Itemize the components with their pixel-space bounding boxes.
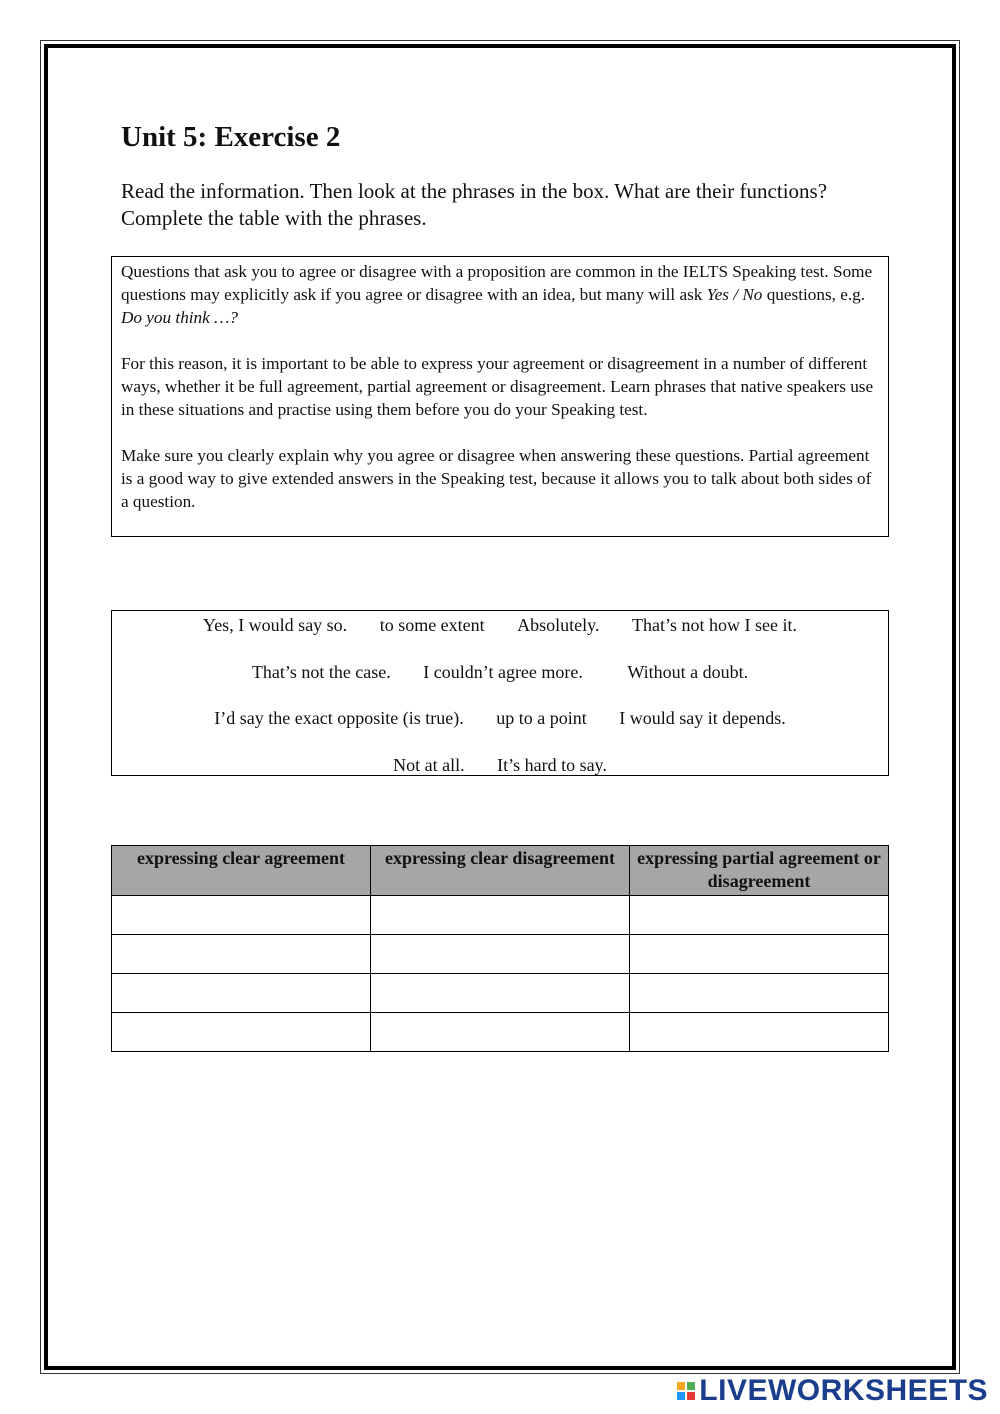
answer-cell[interactable]: [112, 1013, 371, 1052]
answer-cell[interactable]: [371, 896, 630, 935]
answer-table: [111, 845, 889, 1052]
phrase: That’s not the case.: [251, 661, 391, 682]
phrase: I would say it depends.: [619, 708, 786, 728]
phrase: up to a point: [496, 708, 587, 728]
table-row: [112, 896, 889, 935]
phrase: Without a doubt.: [627, 661, 749, 682]
info-paragraph-1: Questions that ask you to agree or disagree with a proposition are common in the IELTS Speaking test. Some questions may explicitly ask if you agree or disagree with an idea, but many will ask Yes / No questions, e.g. Do you think …?: [121, 262, 873, 327]
phrase-row: [112, 612, 888, 659]
answer-cell[interactable]: [371, 974, 630, 1013]
phrase: Yes, I would say so.: [203, 615, 348, 635]
answer-cell[interactable]: [630, 896, 889, 935]
logo-icon: [677, 1382, 695, 1400]
table-row: [112, 974, 889, 1013]
phrase-row: [112, 659, 888, 706]
phrase-row: [112, 752, 888, 799]
brand-name: LIVEWORKSHEETS: [699, 1374, 988, 1407]
answer-cell[interactable]: [371, 935, 630, 974]
header-clear-disagreement: expressing clear disagreement: [371, 846, 630, 896]
table-header-row: [112, 846, 889, 896]
answer-cell[interactable]: [371, 1013, 630, 1052]
table-row: [112, 1013, 889, 1052]
phrase: to some extent: [379, 615, 485, 635]
info-box: [111, 256, 889, 537]
info-paragraph-3: Make sure you clearly explain why you agree or disagree when answering these questions. Partial agreement is a good way to give extended answers in the Speaking test, because it allows you to talk about both sides of a question.: [121, 446, 872, 511]
header-partial: expressing partial agreement or disagreement: [630, 846, 889, 896]
liveworksheets-logo: [677, 1374, 988, 1408]
answer-cell[interactable]: [112, 974, 371, 1013]
phrase-row: [112, 705, 888, 752]
phrase: I’d say the exact opposite (is true).: [214, 708, 464, 728]
phrase: I couldn’t agree more.: [423, 661, 583, 682]
phrase: It’s hard to say.: [497, 754, 607, 775]
answer-cell[interactable]: [630, 974, 889, 1013]
answer-cell[interactable]: [630, 935, 889, 974]
answer-cell[interactable]: [112, 896, 371, 935]
table-row: [112, 935, 889, 974]
phrase-box: [111, 610, 889, 776]
page-title: Unit 5: Exercise 2: [121, 121, 341, 153]
phrase: That’s not how I see it.: [632, 615, 797, 635]
phrase: Absolutely.: [517, 615, 600, 635]
info-paragraph-2: For this reason, it is important to be able to express your agreement or disagreement in a number of different ways, whether it be full agreement, partial agreement or disagreement. Learn phrases that native speakers use in these situations and practise using them before you do your Speaking test.: [121, 354, 874, 419]
phrase: Not at all.: [393, 754, 465, 775]
answer-cell[interactable]: [112, 935, 371, 974]
instructions: Read the information. Then look at the phrases in the box. What are their functions? Complete the table with the phrases.: [121, 179, 828, 230]
answer-cell[interactable]: [630, 1013, 889, 1052]
header-clear-agreement: expressing clear agreement: [112, 846, 371, 896]
